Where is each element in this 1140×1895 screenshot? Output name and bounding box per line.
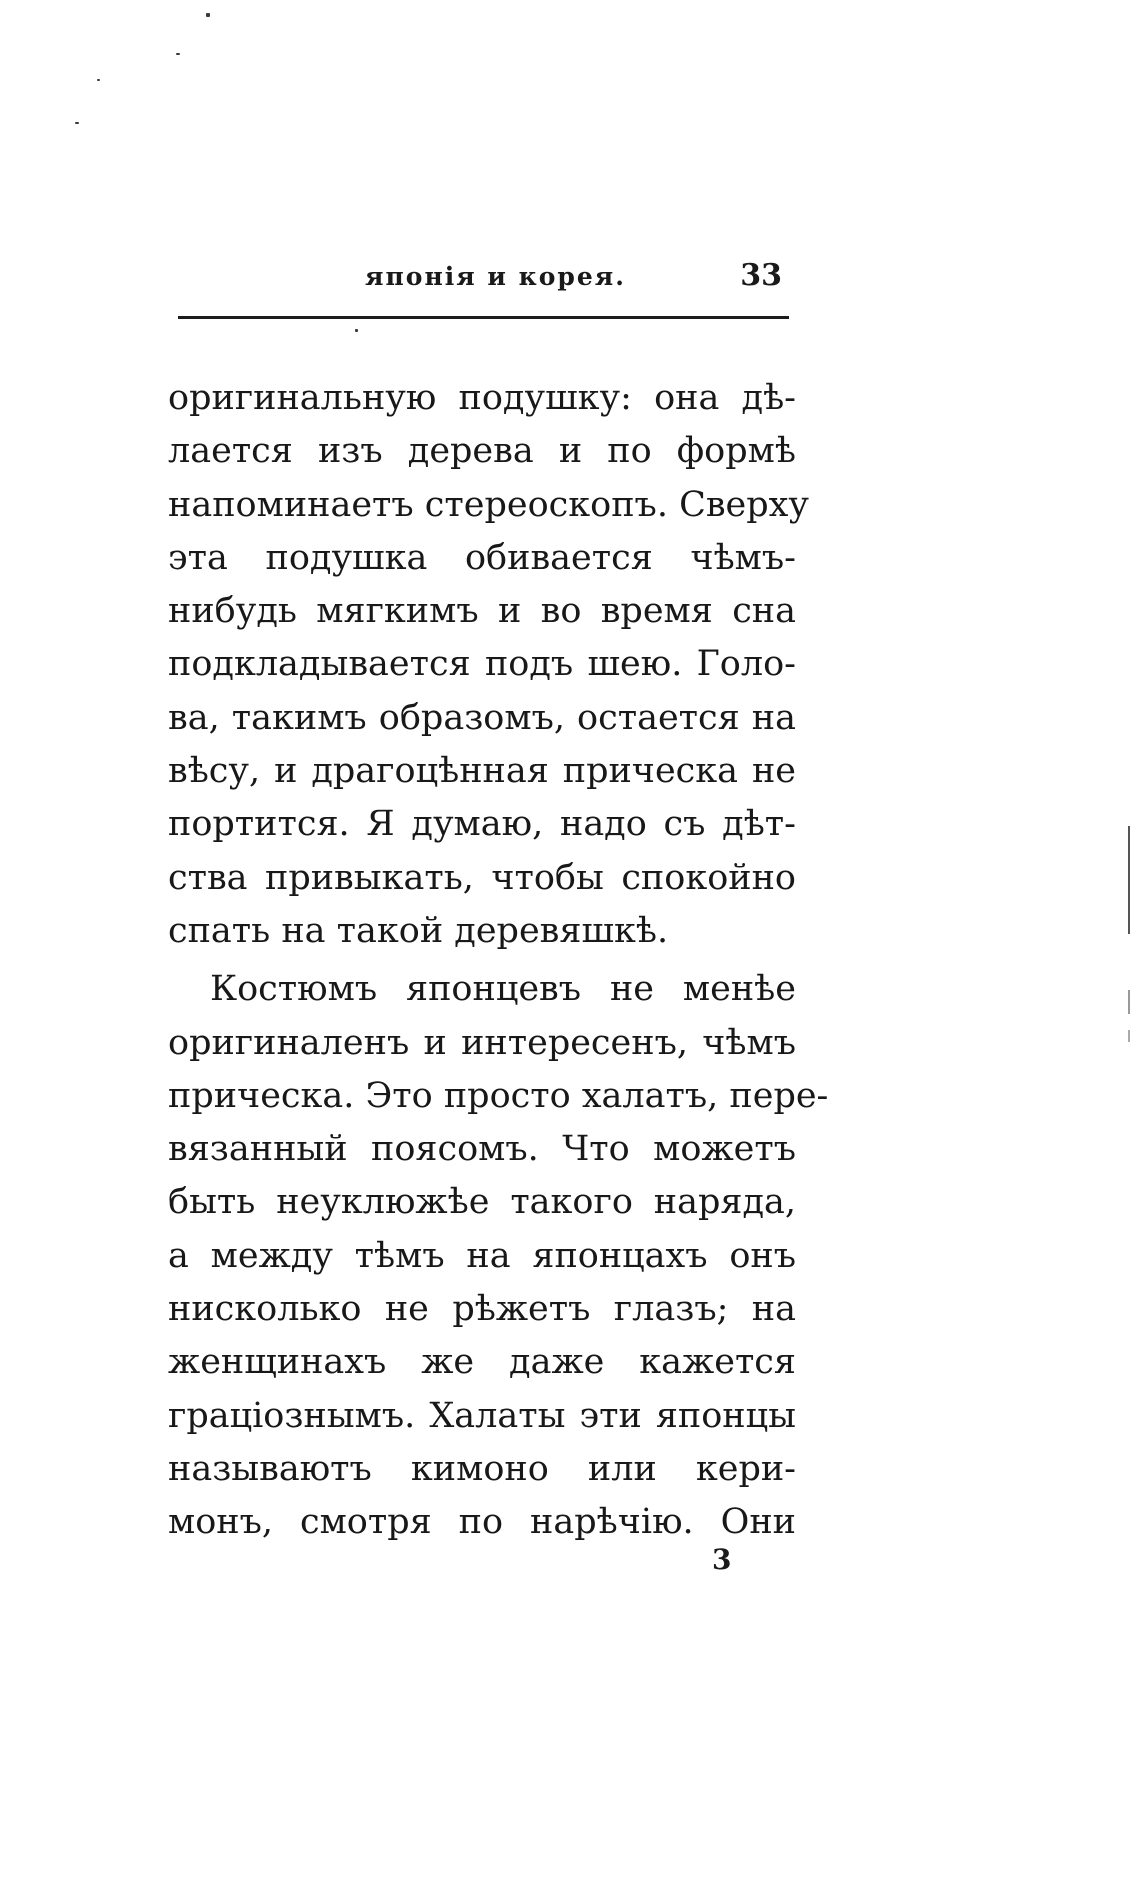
text-line: Костюмъ японцевъ не менѣе: [210, 969, 796, 1010]
text-line: ва, такимъ образомъ, остается на: [168, 697, 796, 738]
scan-speck: [75, 122, 79, 124]
text-line: а между тѣмъ на японцахъ онъ: [168, 1235, 796, 1276]
text-line: ства привыкать, чтобы спокойно: [168, 857, 796, 898]
scan-speck: [97, 79, 100, 81]
page-edge-mark: [1128, 826, 1130, 934]
text-line: напоминаетъ стереоскопъ. Сверху: [168, 484, 810, 525]
text-line: быть неуклюжѣе такого наряда,: [168, 1182, 796, 1223]
text-line: подкладывается подъ шею. Голо-: [168, 644, 796, 685]
text-line: лается изъ дерева и по формѣ: [168, 431, 796, 472]
text-line: оригинальную подушку: она дѣ-: [168, 378, 796, 418]
text-line: портится. Я думаю, надо съ дѣт-: [168, 804, 796, 845]
scan-speck: [206, 13, 210, 17]
body-text: [168, 372, 829, 1550]
text-line: нибудь мягкимъ и во время сна: [168, 591, 796, 632]
text-line: монъ, смотря по нарѣчію. Они: [168, 1502, 796, 1543]
text-line: прическа. Это просто халатъ, пере-: [168, 1075, 829, 1116]
scan-speck: [355, 329, 358, 332]
running-head: [175, 258, 790, 298]
text-line: эта подушка обивается чѣмъ-: [168, 537, 796, 578]
text-line: вязанный поясомъ. Что можетъ: [168, 1129, 796, 1170]
text-line: граціознымъ. Халаты эти японцы: [168, 1395, 796, 1436]
page-edge-mark: [1128, 990, 1130, 1014]
signature-mark: 3: [712, 1543, 732, 1576]
text-line: оригиналенъ и интересенъ, чѣмъ: [168, 1022, 796, 1063]
text-line: вѣсу, и драгоцѣнная прическа не: [168, 751, 796, 792]
text-line: женщинахъ же даже кажется: [168, 1342, 796, 1383]
page-number: 33: [740, 258, 782, 293]
running-head-title: японія и корея.: [365, 262, 626, 291]
page-edge-mark: [1128, 1030, 1130, 1042]
scan-speck: [176, 53, 180, 55]
header-rule: [178, 316, 789, 319]
text-line: спать на такой деревяшкѣ.: [168, 910, 669, 951]
text-line: нисколько не рѣжетъ глазъ; на: [168, 1289, 796, 1330]
text-line: называютъ кимоно или кери-: [168, 1448, 796, 1489]
